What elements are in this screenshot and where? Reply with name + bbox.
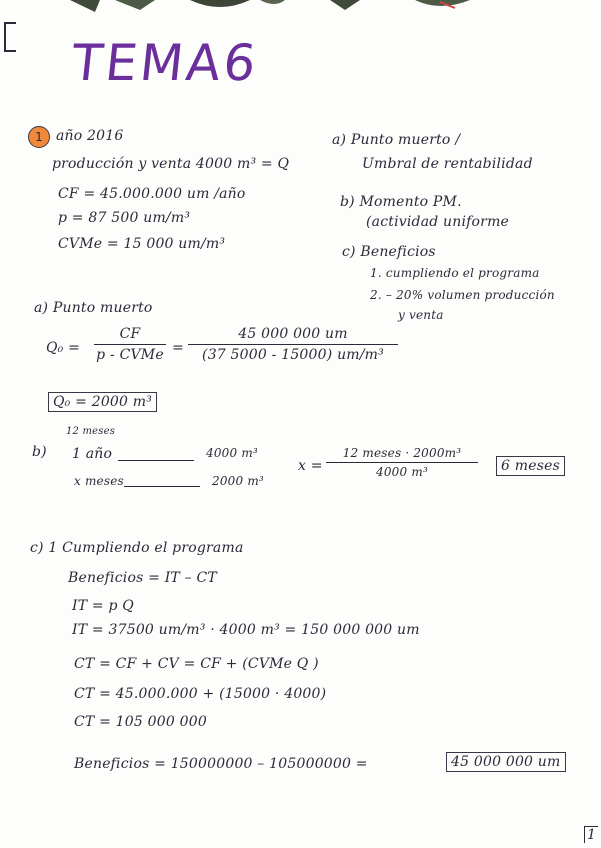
fraction-bar [326, 462, 478, 463]
production-line: producción y venta 4000 m³ = Q [52, 156, 290, 172]
fraction-denominator: p - CVMe [96, 347, 164, 363]
result-months: 6 meses [496, 456, 565, 476]
volume-4000: 4000 m³ [206, 446, 258, 460]
rule-line [118, 460, 194, 461]
fraction-cf-over-margin [94, 326, 166, 363]
section-c-heading: c) 1 Cumpliendo el programa [30, 540, 244, 556]
fraction-numerator: 45 000 000 um [238, 326, 348, 342]
ct-formula: CT = CF + CV = CF + (CVMe Q ) [74, 656, 319, 672]
fraction-bar [188, 344, 398, 345]
it-formula: IT = p Q [72, 598, 134, 614]
question-a: a) Punto muerto / [332, 132, 461, 148]
x-equals: x = [298, 458, 323, 474]
price-line: p = 87 500 um/m³ [58, 210, 191, 226]
question-a-sub: Umbral de rentabilidad [362, 156, 533, 172]
result-benefits: 45 000 000 um [446, 752, 566, 772]
page-number: 1 [584, 826, 598, 843]
fraction-numerator: CF [119, 326, 141, 342]
ct-result: CT = 105 000 000 [74, 714, 207, 730]
problem-number-badge: 1 [28, 126, 50, 148]
result-q0: Q₀ = 2000 m³ [48, 392, 157, 412]
benefits-calculation: Beneficios = 150000000 – 105000000 = [74, 756, 368, 772]
fraction-numerator: 12 meses · 2000m³ [342, 446, 462, 460]
fraction-denominator: 4000 m³ [376, 465, 428, 479]
question-c2-cont: y venta [398, 308, 444, 322]
rule-line [124, 486, 200, 487]
page-title: TEMA6 [68, 34, 262, 92]
question-c2: 2. – 20% volumen producción [370, 288, 555, 302]
volume-2000: 2000 m³ [212, 474, 264, 488]
it-calculation: IT = 37500 um/m³ · 4000 m³ = 150 000 000 um [72, 622, 420, 638]
year-line: año 2016 [56, 128, 124, 144]
fraction-bar [94, 344, 166, 345]
cvme-line: CVMe = 15 000 um/m³ [58, 236, 226, 252]
benefits-formula: Beneficios = IT – CT [68, 570, 217, 586]
section-a-heading: a) Punto muerto [34, 300, 153, 316]
x-months-label: x meses [74, 474, 124, 488]
leaf-decoration [0, 0, 601, 14]
equals-sign: = [172, 340, 184, 356]
one-year-label: 1 año [72, 446, 113, 462]
margin-bracket [4, 22, 16, 52]
ct-substitution: CT = 45.000.000 + (15000 · 4000) [74, 686, 327, 702]
question-b: b) Momento PM. [340, 194, 462, 210]
cf-line: CF = 45.000.000 um /año [58, 186, 246, 202]
fraction-numeric [188, 326, 398, 363]
question-c1: 1. cumpliendo el programa [370, 266, 540, 280]
q0-label: Q₀ = [46, 340, 81, 356]
question-c: c) Beneficios [342, 244, 436, 260]
section-b-label: b) [32, 444, 47, 460]
question-b-sub: (actividad uniforme [366, 214, 510, 230]
fraction-months [326, 446, 478, 479]
months-12-label: 12 meses [66, 426, 116, 437]
fraction-denominator: (37 5000 - 15000) um/m³ [202, 347, 384, 363]
